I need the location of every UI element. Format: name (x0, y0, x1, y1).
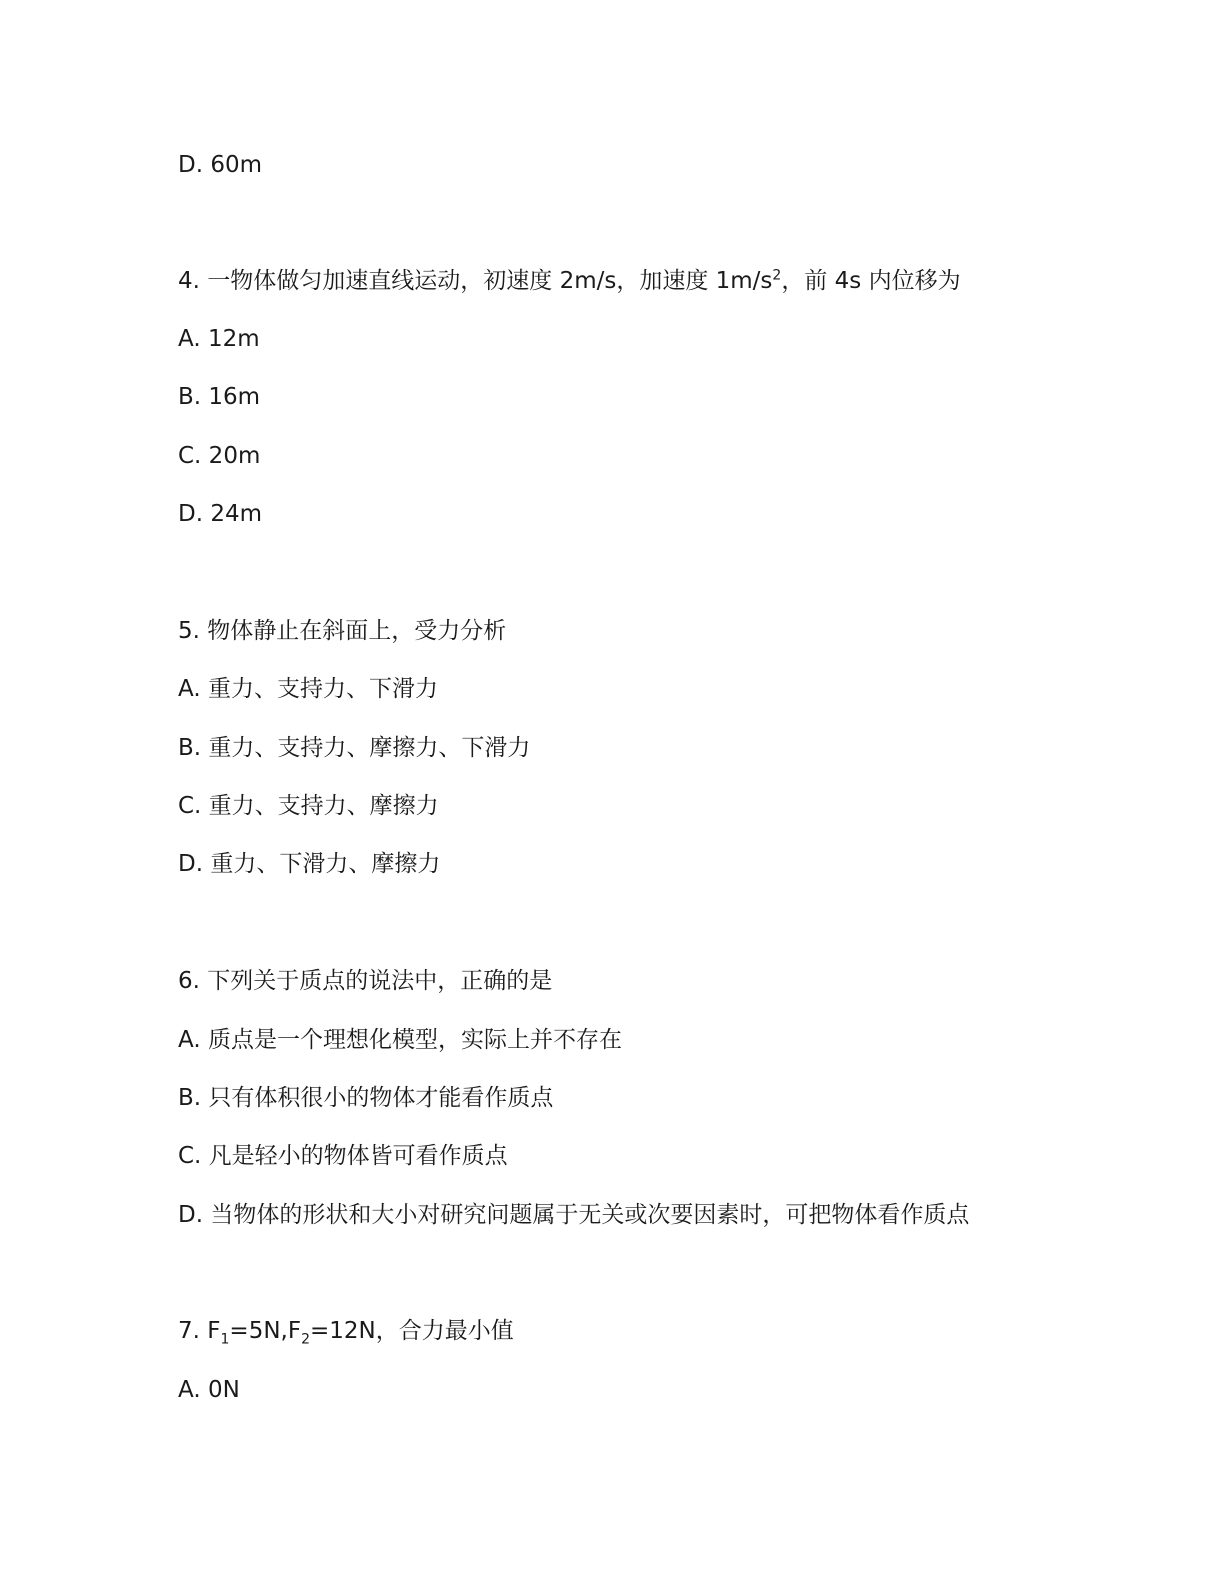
question-5-option-a: A. 重力、支持力、下滑力 (178, 676, 438, 702)
subscript: 2 (301, 1331, 310, 1348)
subscript: 1 (220, 1331, 230, 1348)
question-4-stem: 4. 一物体做匀加速直线运动，初速度 2m/s，加速度 $1m/s^2$，前 4s 内位移为 (178, 267, 961, 294)
question-4-option-b: B. 16m (178, 384, 261, 410)
question-6-option-a: A. 质点是一个理想化模型，实际上并不存在 (178, 1027, 622, 1053)
question-6-stem: 6. 下列关于质点的说法中，正确的是 (178, 968, 553, 994)
question-4-option-c: C. 20m (178, 443, 261, 469)
question-5-stem: 5. 物体静止在斜面上，受力分析 (178, 618, 507, 644)
question-6-option-c: C. 凡是轻小的物体皆可看作质点 (178, 1143, 508, 1169)
question-5-option-b: B. 重力、支持力、摩擦力、下滑力 (178, 735, 531, 761)
question-5-option-d: D. 重力、下滑力、摩擦力 (178, 851, 441, 877)
question-3-option-d: D. 60m (178, 152, 263, 178)
superscript: 2 (772, 267, 782, 284)
question-4-option-a: A. 12m (178, 326, 260, 352)
question-7-option-a: A. 0N (178, 1377, 240, 1403)
question-7-stem: 7. $F_1=5N,F_2=12N$，合力最小值 (178, 1318, 514, 1348)
question-5-option-c: C. 重力、支持力、摩擦力 (178, 793, 439, 819)
question-6-option-d: D. 当物体的形状和大小对研究问题属于无关或次要因素时，可把物体看作质点 (178, 1202, 970, 1228)
question-4-option-d: D. 24m (178, 501, 263, 527)
question-6-option-b: B. 只有体积很小的物体才能看作质点 (178, 1085, 554, 1111)
